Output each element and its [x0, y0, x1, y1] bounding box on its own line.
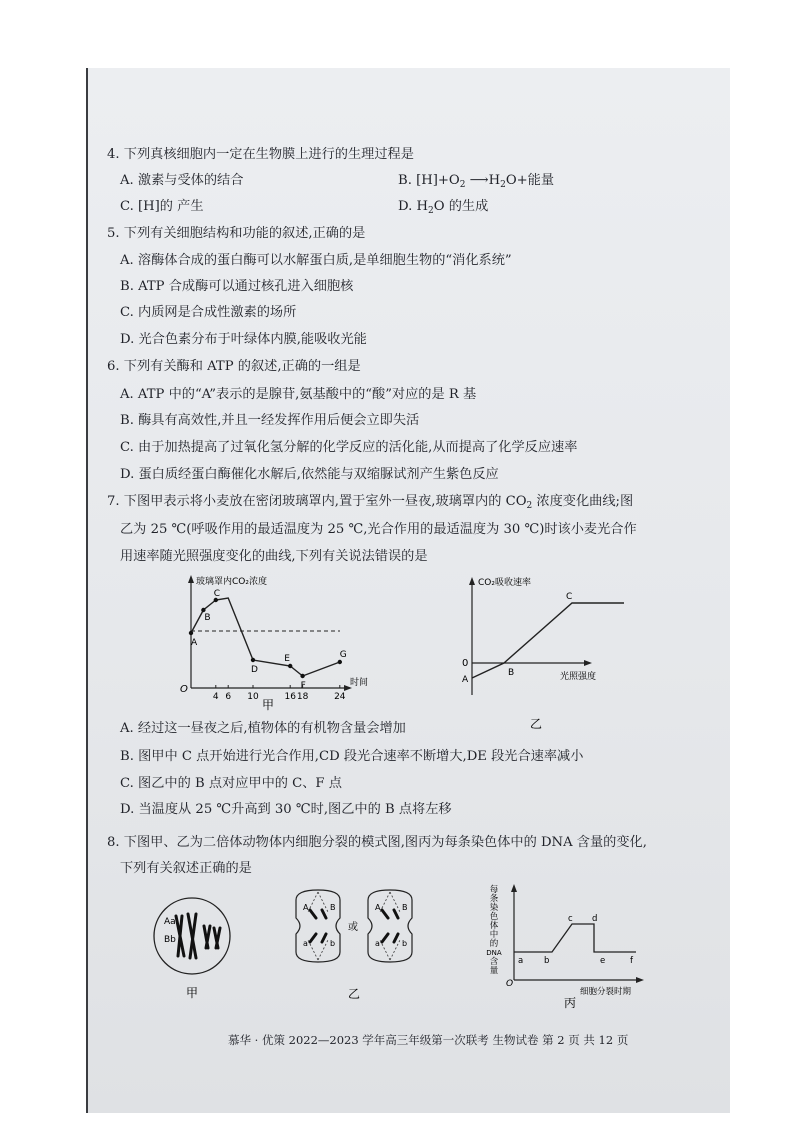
- jia-y-label: 玻璃罩内CO₂浓度: [196, 577, 267, 587]
- q7-stem-line1: 7. 下图甲表示将小麦放在密闭玻璃罩内,置于室外一昼夜,玻璃罩内的 $CO_2$ 浓度变化曲线;图: [107, 494, 634, 511]
- yi-co2-curve: [472, 603, 624, 678]
- cell-yi-left-b: B: [330, 903, 336, 912]
- jia-co2-curve: [191, 598, 340, 676]
- jia-point-G: [338, 660, 342, 664]
- cell-yi-right-b-lower: b: [402, 939, 408, 948]
- bing-y-label-char: 中: [489, 930, 499, 940]
- q6-option-a: A. ATP 中的“A”表示的是腺苷,氨基酸中的“酸”对应的是 R 基: [120, 387, 477, 402]
- jia-label-C: C: [213, 589, 221, 599]
- bing-y-label-char: 含: [489, 957, 499, 967]
- q6-option-c: C. 由于加热提高了过氧化氢分解的化学反应的活化能,从而提高了化学反应速率: [120, 440, 578, 455]
- q7-option-b: B. 图甲中 C 点开始进行光合作用,CD 段光合速率不断增大,DE 段光合速率减小: [120, 749, 584, 764]
- bing-y-label-char: 染: [489, 903, 499, 913]
- yi-label-C: C: [566, 592, 573, 602]
- q6-stem: 6. 下列有关酶和 ATP 的叙述,正确的一组是: [107, 359, 361, 374]
- bing-label-b: b: [544, 956, 550, 966]
- q7-option-c: C. 图乙中的 B 点对应甲中的 C、F 点: [120, 776, 342, 791]
- q4-option-c: C. [H]的 产生: [120, 199, 204, 214]
- jia-point-F: [300, 674, 304, 678]
- jia-point-B: [201, 608, 205, 612]
- q5-option-b: B. ATP 合成酶可以通过核孔进入细胞核: [120, 279, 354, 294]
- bing-y-label-char: DNA: [486, 949, 502, 957]
- jia-tick-label-16: 16: [284, 692, 296, 702]
- q7-option-d: D. 当温度从 25 ℃升高到 30 ℃时,图乙中的 B 点将左移: [120, 802, 452, 817]
- bing-dna-curve: [514, 924, 636, 952]
- jia-label-D: D: [251, 665, 258, 675]
- q7-stem-line2: 乙为 25 ℃(呼吸作用的最适温度为 25 ℃,光合作用的最适温度为 30 ℃)时该小麦光合作: [120, 522, 637, 537]
- q6-option-d: D. 蛋白质经蛋白酶催化水解后,依然能与双缩脲试剂产生紫色反应: [120, 467, 499, 482]
- bing-label-a: a: [518, 956, 524, 966]
- bing-origin: O: [506, 979, 514, 989]
- yi-label-A: A: [462, 675, 469, 685]
- yi-caption: 乙: [529, 717, 543, 731]
- jia-point-E: [288, 664, 292, 668]
- bing-y-label-char: 的: [489, 939, 499, 949]
- jia-point-A: [189, 631, 193, 635]
- bing-caption: 丙: [563, 996, 577, 1010]
- q5-option-a: A. 溶酶体合成的蛋白酶可以水解蛋白质,是单细胞生物的“消化系统”: [120, 253, 512, 268]
- bing-y-label-char: 量: [489, 966, 499, 976]
- yi-zero: 0: [462, 658, 469, 669]
- cell-jia-caption: 甲: [185, 986, 199, 1000]
- jia-tick-label-10: 10: [247, 692, 259, 702]
- bing-label-f: f: [630, 956, 633, 966]
- cell-yi-left-a: A: [303, 903, 309, 912]
- cell-jia-label-aa: Aa: [164, 917, 176, 927]
- cell-yi-caption: 乙: [347, 987, 361, 1001]
- q6-option-b: B. 酶具有高效性,并且一经发挥作用后便会立即失活: [120, 413, 420, 428]
- jia-tick-label-24: 24: [334, 692, 346, 702]
- q5-stem: 5. 下列有关细胞结构和功能的叙述,正确的是: [107, 226, 366, 241]
- cell-yi-left-b-lower: b: [330, 939, 336, 948]
- cell-yi-right-a: A: [375, 903, 381, 912]
- yi-label-B: B: [508, 668, 515, 678]
- q4-option-a: A. 激素与受体的结合: [120, 173, 244, 188]
- figure-cell-jia: [148, 892, 238, 1002]
- bing-label-d: d: [592, 914, 598, 924]
- figure-jia-co2-curve: [176, 573, 376, 712]
- jia-tick-label-4: 4: [212, 692, 219, 702]
- jia-label-A: A: [191, 638, 198, 648]
- jia-label-E: E: [284, 654, 290, 664]
- q5-option-d: D. 光合色素分布于叶绿体内膜,能吸收光能: [120, 332, 367, 347]
- bing-y-label-char: 色: [489, 912, 499, 922]
- q4-stem: 4. 下列真核细胞内一定在生物膜上进行的生理过程是: [107, 147, 414, 162]
- jia-label-B: B: [204, 613, 211, 623]
- jia-label-F: F: [300, 681, 306, 691]
- bing-y-label-char: 每: [489, 885, 499, 895]
- q4-option-d: D. $H_2O$ 的生成: [398, 199, 489, 216]
- jia-origin: O: [180, 684, 188, 695]
- q8-stem-line1: 8. 下图甲、乙为二倍体动物体内细胞分裂的模式图,图丙为每条染色体中的 DNA 含量的变化,: [107, 835, 647, 850]
- exam-page: [86, 68, 730, 1113]
- cell-yi-or: 或: [348, 922, 358, 933]
- q8-stem-line2: 下列有关叙述正确的是: [120, 861, 252, 876]
- bing-label-e: e: [600, 956, 606, 966]
- jia-tick-label-6: 6: [225, 692, 232, 702]
- figure-cell-yi: [286, 886, 436, 1004]
- cell-yi-left-a-lower: a: [303, 939, 308, 948]
- jia-caption: 甲: [261, 698, 275, 712]
- yi-y-label: CO₂吸收速率: [478, 578, 531, 588]
- jia-label-G: G: [339, 650, 347, 660]
- q4-option-b: B. $[H]+O_2$ $⟶H_2O+$能量: [398, 173, 555, 190]
- yi-x-label: 光照强度: [560, 672, 597, 682]
- figure-bing-dna-curve: [480, 880, 652, 1008]
- bing-x-label: 细胞分裂时期: [580, 987, 632, 997]
- cell-yi-right-a-lower: a: [375, 939, 380, 948]
- bing-y-label-char: 条: [489, 894, 499, 904]
- bing-label-c: c: [568, 914, 573, 924]
- jia-tick-label-18: 18: [296, 692, 309, 702]
- figure-yi-light-curve: [448, 573, 648, 733]
- bing-y-label-char: 体: [489, 921, 499, 931]
- jia-point-D: [251, 658, 255, 662]
- q5-option-c: C. 内质网是合成性激素的场所: [120, 305, 297, 320]
- cell-yi-right-b: B: [402, 903, 408, 912]
- q7-option-a: A. 经过这一昼夜之后,植物体的有机物含量会增加: [120, 721, 406, 736]
- jia-x-label: 时间: [350, 678, 369, 688]
- page-footer: 慕华 · 优策 2022—2023 学年高三年级第一次联考 生物试卷 第 2 页 共 12 页: [228, 1033, 629, 1047]
- q7-stem-line3: 用速率随光照强度变化的曲线,下列有关说法错误的是: [120, 549, 428, 564]
- cell-jia-label-bb: Bb: [164, 935, 176, 945]
